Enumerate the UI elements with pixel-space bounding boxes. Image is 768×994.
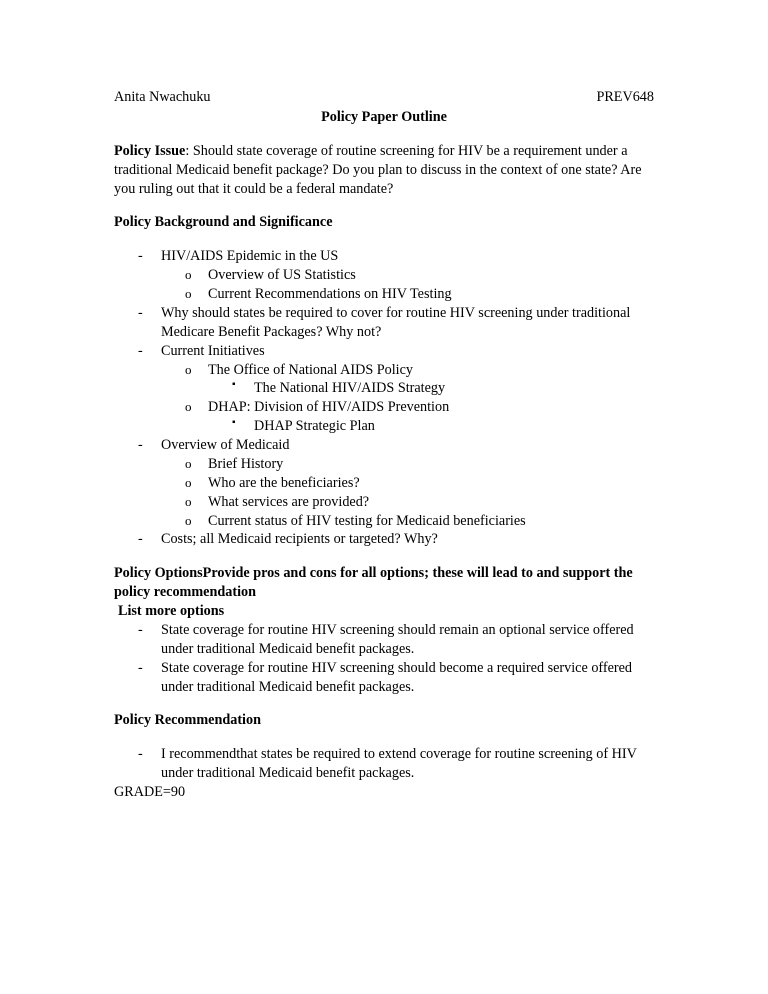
- dash-bullet-icon: -: [138, 621, 143, 638]
- course-code: PREV648: [596, 89, 654, 105]
- sub-sub-list: [208, 379, 654, 398]
- circle-bullet-icon: o: [185, 455, 192, 471]
- list-item: [114, 659, 654, 697]
- list-item-label: Who are the beneficiaries?: [208, 474, 360, 491]
- list-item: [161, 398, 654, 436]
- list-item: [114, 304, 654, 342]
- list-item: [208, 417, 654, 436]
- list-item: [161, 512, 654, 531]
- list-item-label: Overview of US Statistics: [208, 267, 356, 284]
- list-item-label: I recommendthat states be required to extend coverage for routine screening of HIV under traditional Medicaid benefit packages.: [161, 746, 637, 782]
- list-item: [114, 745, 654, 783]
- list-item: [114, 436, 654, 530]
- page-title: Policy Paper Outline: [321, 108, 447, 125]
- spacer: [114, 127, 654, 142]
- dash-bullet-icon: -: [138, 531, 143, 548]
- policy-recommendation-list: [114, 745, 654, 783]
- list-item: [161, 361, 654, 399]
- list-item: [161, 493, 654, 512]
- dash-bullet-icon: -: [138, 746, 143, 763]
- list-item: [161, 266, 654, 285]
- dash-bullet-icon: -: [138, 248, 143, 265]
- list-item-label: Costs; all Medicaid recipients or targeted? Why?: [161, 531, 438, 548]
- list-item: [114, 530, 654, 549]
- section-heading-policy-recommendation: Policy Recommendation: [114, 712, 261, 729]
- policy-issue-label: Policy Issue: [114, 142, 186, 159]
- dash-bullet-icon: -: [138, 342, 143, 359]
- list-item: [161, 474, 654, 493]
- circle-bullet-icon: o: [185, 267, 192, 283]
- author-name: Anita Nwachuku: [114, 89, 211, 105]
- policy-options-list: [114, 621, 654, 697]
- sub-list: [161, 266, 654, 304]
- circle-bullet-icon: o: [185, 399, 192, 415]
- list-item-label: HIV/AIDS Epidemic in the US: [161, 248, 339, 265]
- circle-bullet-icon: o: [185, 361, 192, 377]
- sub-sub-list: [208, 417, 654, 436]
- spacer: [114, 696, 654, 711]
- section-heading-policy-options: Policy OptionsProvide pros and cons for all options; these will lead to and support the policy recommendation: [114, 565, 633, 601]
- list-item: [114, 621, 654, 659]
- list-item-label: Current Recommendations on HIV Testing: [208, 286, 452, 302]
- list-item-label: The National HIV/AIDS Strategy: [254, 380, 446, 397]
- list-item-label: Brief History: [208, 455, 284, 472]
- dash-bullet-icon: -: [138, 304, 143, 321]
- list-item: [161, 285, 654, 304]
- circle-bullet-icon: o: [185, 474, 192, 490]
- list-item-label: What services are provided?: [208, 493, 370, 510]
- list-item: [161, 455, 654, 474]
- document-body: [114, 88, 654, 802]
- list-item-label: DHAP: Division of HIV/AIDS Prevention: [208, 399, 450, 416]
- list-item-label: Current Initiatives: [161, 342, 265, 359]
- policy-options-subheading: List more options: [118, 603, 225, 619]
- list-item-label: Why should states be required to cover for routine HIV screening under traditional Medicare Benefit Packages? Why not?: [161, 304, 631, 340]
- list-item-label: Current status of HIV testing for Medicaid beneficiaries: [208, 512, 526, 529]
- spacer: [114, 198, 654, 213]
- dash-bullet-icon: -: [138, 659, 143, 676]
- square-bullet-icon: ▪: [232, 417, 236, 429]
- square-bullet-icon: ▪: [232, 379, 236, 391]
- spacer: [114, 549, 654, 564]
- list-item-label: Overview of Medicaid: [161, 437, 290, 453]
- list-item: [208, 379, 654, 398]
- section-heading-background: Policy Background and Significance: [114, 214, 333, 231]
- sub-list: [161, 361, 654, 437]
- document-header: [114, 88, 654, 107]
- spacer: [114, 730, 654, 745]
- list-item-label: DHAP Strategic Plan: [254, 418, 375, 435]
- list-item-label: The Office of National AIDS Policy: [208, 361, 414, 378]
- list-item: [114, 247, 654, 304]
- list-item-label: State coverage for routine HIV screening should become a required service offered under traditional Medicaid benefit packages.: [161, 659, 633, 695]
- policy-issue-text: : Should state coverage of routine screening for HIV be a requirement under a traditional Medicaid benefit package? Do you plan to discuss in the context of one state? Are you ruling out that it could be a federal mandate?: [114, 142, 642, 197]
- circle-bullet-icon: o: [185, 512, 192, 528]
- background-list: [114, 247, 654, 549]
- sub-list: [161, 455, 654, 531]
- circle-bullet-icon: o: [185, 286, 192, 301]
- circle-bullet-icon: o: [185, 493, 192, 509]
- list-item: [114, 342, 654, 436]
- grade-text: GRADE=90: [114, 784, 186, 800]
- list-item-label: State coverage for routine HIV screening should remain an optional service offered under traditional Medicaid benefit packages.: [161, 621, 634, 657]
- dash-bullet-icon: -: [138, 437, 143, 453]
- policy-issue-paragraph: [114, 142, 654, 199]
- spacer: [114, 232, 654, 247]
